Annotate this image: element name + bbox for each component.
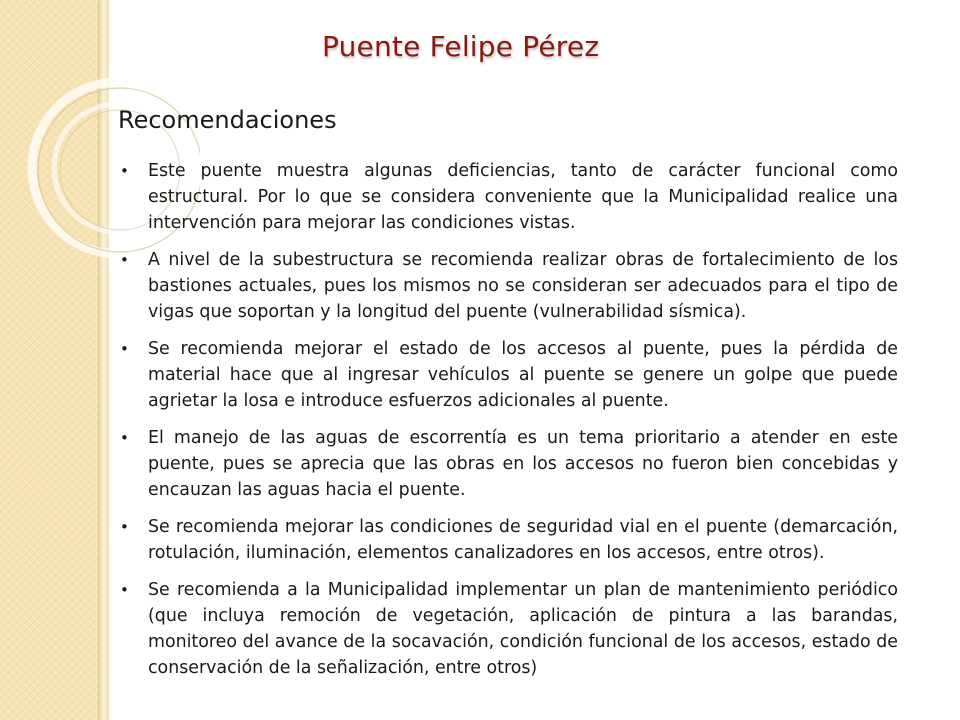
section-heading: Recomendaciones	[118, 106, 337, 134]
list-item	[118, 247, 898, 325]
recommendation-list	[118, 158, 898, 692]
list-item	[118, 158, 898, 236]
list-item-text: Se recomienda mejorar el estado de los accesos al puente, pues la pérdida de material hace que al ingresar vehículos al puente se genere un golpe que puede agrietar la losa e introduce esfuerzos adicionales al puente.	[148, 339, 898, 411]
bullet-icon: •	[120, 518, 129, 536]
bullet-icon: •	[120, 429, 129, 447]
bullet-icon: •	[120, 581, 129, 599]
list-item-text: Se recomienda a la Municipalidad implementar un plan de mantenimiento periódico (que incluya remoción de vegetación, aplicación de pintura a las barandas, monitoreo del avance de la socavación, condición funcional de los accesos, estado de conservación de la señalización, entre otros)	[148, 580, 898, 678]
list-item-text: El manejo de las aguas de escorrentía es un tema prioritario a atender en este puente, pues se aprecia que las obras en los accesos no fueron bien concebidas y encauzan las aguas hacia el puente.	[148, 428, 898, 500]
list-item-text: Se recomienda mejorar las condiciones de seguridad vial en el puente (demarcación, rotulación, iluminación, elementos canalizadores en los accesos, entre otros).	[148, 517, 898, 563]
bullet-icon: •	[120, 162, 129, 180]
list-item	[118, 425, 898, 503]
list-item-text: Este puente muestra algunas deficiencias, tanto de carácter funcional como estructural. Por lo que se considera conveniente que la Municipalidad realice una intervención para mejorar las condiciones vistas.	[148, 161, 898, 233]
list-item-text: A nivel de la subestructura se recomienda realizar obras de fortalecimiento de los bastiones actuales, pues los mismos no se consideran ser adecuados para el tipo de vigas que soportan y la longitud del puente (vulnerabilidad sísmica).	[148, 250, 898, 322]
list-item	[118, 514, 898, 566]
list-item	[118, 577, 898, 681]
bullet-icon: •	[120, 251, 129, 269]
slide-title: Puente Felipe Pérez	[322, 30, 600, 63]
list-item	[118, 336, 898, 414]
bullet-icon: •	[120, 340, 129, 358]
